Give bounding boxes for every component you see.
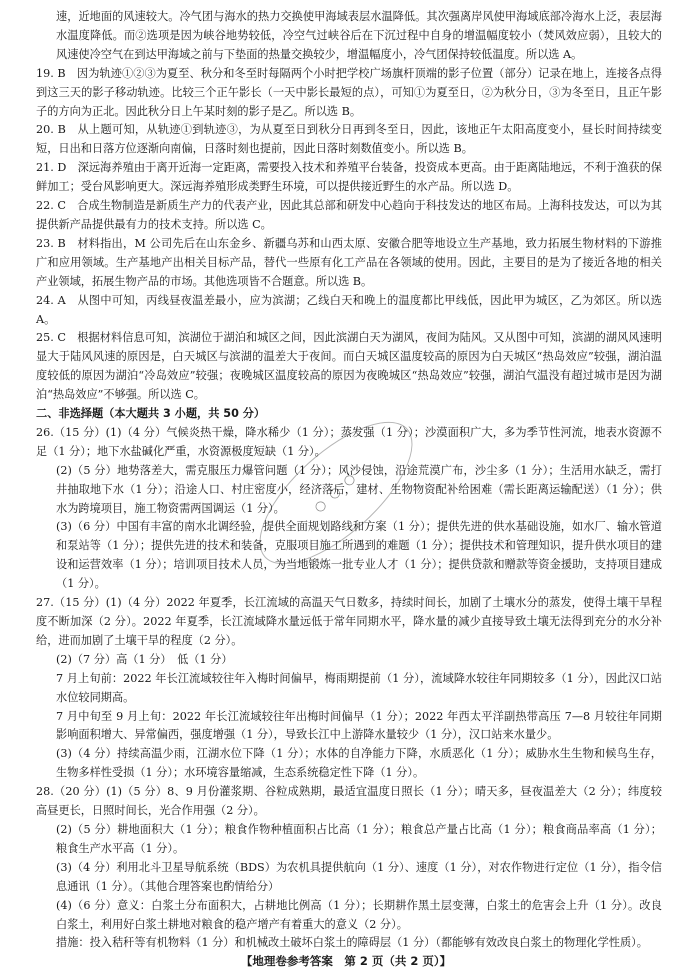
watermark-stamp: ○ ○ ○ (237, 398, 435, 587)
answer-paragraph: (2)（7 分）高（1 分） 低（1 分） (56, 652, 233, 666)
answer-paragraph: 25. C 根据材料信息可知，滨湖位于湖泊和城区之间，因此滨湖白天为湖风，夜间为陆风。又从图中可知，滨湖的湖风风速明显大于陆风风速的原因是，白天城区与滨湖的温差大于夜间。而白天城区温度较高的原因为白天城区“热岛效应”较强，湖泊温度较低的原因为湖泊“冷岛效应”较强；夜晚城区温度较高的原因为夜晚城区“热岛效应”较强，湖泊气温没有超过城市是因为湖泊“热岛效应”不够强。所以选 C。 (36, 331, 662, 402)
answer-paragraph: 21. D 深远海养殖由于离开近海一定距离，需要投入技术和养殖平台装备，投资成本更高。由于距离陆地远，不利于渔获的保鲜加工；受台风影响更大。深远海养殖形成类野生环境，可以提供接近野生的水产品。所以选 D。 (36, 161, 662, 194)
answer-paragraph: 二、非选择题（本大题共 3 小题，共 50 分） (36, 407, 266, 421)
answer-paragraph: 27.（15 分）(1)（4 分）2022 年夏季，长江流域的高温天气日数多，持续时间长，加剧了土壤水分的蒸发，使得土壤干旱程度不断加深（2 分）。2022 年夏季，长江流域降水量远低于常年同期水平，降水量的减少直接导致土壤无法得到充分的水分补给，进而加剧了土壤干旱的程度（2 分）。 (36, 596, 662, 647)
answer-paragraph: (3)（6 分）中国有丰富的南水北调经验，提供全面规划路线和方案（1 分）；提供先进的供水基础设施，如水厂、输水管道和泵站等（1 分）；提供先进的技术和装备，克服项目施工所遇到的难题（1 分）；提供技术和管理知识，提升供水项目的建设和运营效率（1 分）；培训项目技术人员，为当地锻炼一批专业人才（1 分）；提供贷款和赠款等资金援助，支持项目建成（1 分）。 (56, 520, 662, 591)
answer-paragraph: 20. B 从上题可知，从轨迹①到轨迹③，为从夏至日到秋分日再到冬至日，因此，该地正午太阳高度变小，昼长时间持续变短，日出和日落方位逐渐向南偏，日落时刻也提前，因此日落时刻数值变小。所以选 B。 (36, 123, 662, 156)
answer-paragraph: 28.（20 分）(1)（5 分）8、9 月份灌浆期、谷粒成熟期，最适宜温度日照长（1 分）；晴天多，昼夜温差大（2 分）；纬度较高昼更长，日照时间长，光合作用强（2 分）。 (36, 785, 662, 818)
answer-paragraph: 26.（15 分）(1)（4 分）气候炎热干燥，降水稀少（1 分）；蒸发强（1 分）；沙漠面积广大，多为季节性河流，地表水资源不足（1 分）；地下水盐碱化严重，水资源极度短缺（1 分）。 (36, 425, 662, 458)
answer-paragraph: 22. C 合成生物制造是新质生产力的代表产业，因此其总部和研发中心趋向于科技发达的地区布局。上海科技发达，可以为其提供新产品提供最有力的技术支持。所以选 C。 (36, 199, 662, 231)
answer-paragraph: (2)（5 分）耕地面积大（1 分）；粮食作物种植面积占比高（1 分）；粮食总产量占比高（1 分）；粮食商品率高（1 分）；粮食生产水平高（1 分）。 (56, 822, 662, 855)
answer-paragraph: (3)（4 分）持续高温少雨，江湖水位下降（1 分）；水体的自净能力下降，水质恶化（1 分）；威胁水生生物和候鸟生存，生物多样性受损（1 分）；水环境容量缩减，生态系统稳定性下降（1 分）。 (56, 747, 662, 780)
answer-paragraph: 23. B 材料指出，M 公司先后在山东金乡、新疆乌苏和山西太原、安徽合肥等地设立生产基地，致力拓展生物材料的下游推广和应用领域。生产基地产出相关目标产品，替代一些原有化工产品在各领域的使用。因此，主要目的是为了接近各地的相关产业领域，拓展生物产品的市场。其他选项皆不合题意。所以选 B。 (36, 236, 662, 288)
answer-paragraph: (3)（4 分）利用北斗卫星导航系统（BDS）为农机具提供航向（1 分）、速度（1 分），对农作物进行定位（1 分），指令信息通讯（1 分）。（其他合理答案也酌情给分） (56, 860, 662, 893)
answer-paragraph: 19. B 因为轨迹①②③为夏至、秋分和冬至时每隔两个小时把学校广场旗杆顶端的影子位置（部分）记录在地上，连接各点得到这三天的影子移动轨迹。比较三个正午影长（一天中影长最短的点），可知①为夏至日，②为秋分日，③为冬至日，且正午影子的方向为正北。因此秋分日上午某时刻的影子是乙。所以选 B。 (36, 66, 662, 118)
answer-paragraph: 24. A 从图中可知，丙线昼夜温差最小，应为滨湖；乙线白天和晚上的温度都比甲线低，因此甲为城区，乙为郊区。所以选 A。 (36, 293, 662, 326)
page-footer: 【地理卷参考答案 第 2 页（共 2 页）】 (240, 954, 452, 968)
answer-paragraph: 速，近地面的风速较大。冷气团与海水的热力交换使甲海域表层水温降低。其次强离岸风使甲海域底部冷海水上泛，表层海水温度降低。而②选项是因为峡谷地势较低，冷空气过峡谷后在下沉过程中自身的增温幅度较小（焚风效应弱），且较大的风速使冷空气在到达甲海域之前与下垫面的热量交换较少，增温幅度小，冷气团保持较低温度。所以选 A。 (56, 10, 662, 61)
answer-paragraph: 7 月上旬前：2022 年长江流域较往年入梅时间偏早，梅雨期提前（1 分），流域降水较往年同期较多（1 分），因此汉口站水位较同期高。 (56, 671, 662, 704)
answer-paragraph: 措施：投入秸秆等有机物料（1 分）和机械改土破坏白浆土的障碍层（1 分）（都能够有效改良白浆土的物理化学性质）。 (56, 936, 648, 950)
answer-paragraph: (4)（6 分）意义：白浆土分布面积大，占耕地比例高（1 分）；长期耕作黑土层变薄，白浆土的危害会上升（1 分）。改良白浆土，利用好白浆土耕地对粮食的稳产增产有着重大的意义（2 分）。 (56, 898, 662, 931)
answer-paragraph: 7 月中旬至 9 月上旬：2022 年长江流域较往年出梅时间偏早（1 分）；2022 年西太平洋副热带高压 7—8 月较往年同期影响面积增大、异常偏西，强度增强（1 分），导致长江中上游降水量较少（1 分），汉口站来水量少。 (56, 709, 662, 742)
answer-paragraph: (2)（5 分）地势落差大，需克服压力爆管问题（1 分）；风沙侵蚀，沿途荒漠广布，沙尘多（1 分）；生活用水缺乏，需打井抽取地下水（1 分）；沿途人口、村庄密度小，经济落后，建材、生物物资配补给困难（需长距离运输配送）（1 分）；供水为跨境项目，施工物资需两国调运（1 分）。 (56, 463, 662, 515)
